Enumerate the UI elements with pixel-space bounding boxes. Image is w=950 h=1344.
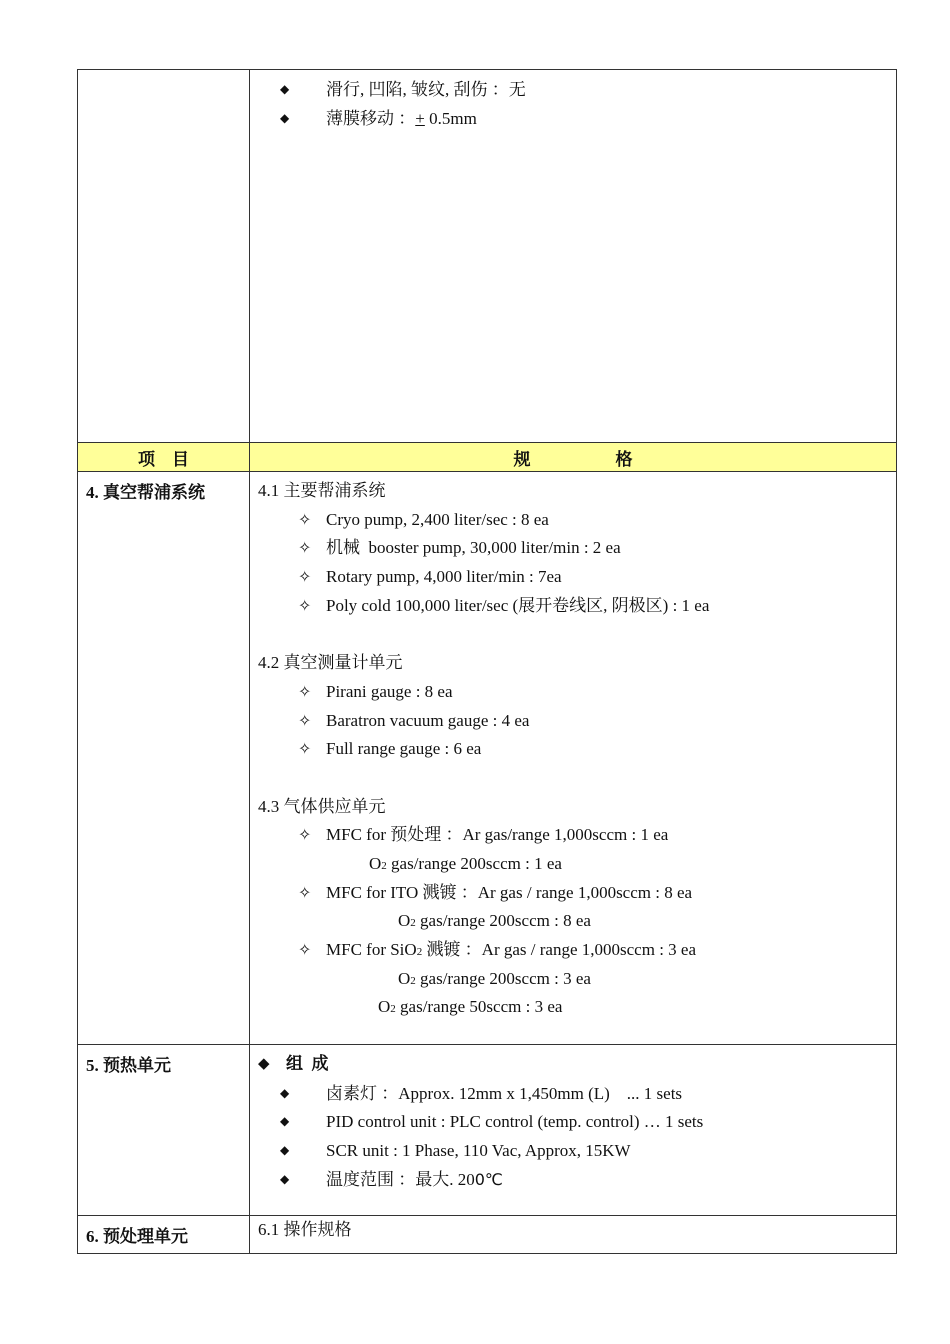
list-item: ◆ SCR unit : 1 Phase, 110 Vac, Approx, 15KW [258, 1136, 888, 1165]
list-item: ◆ 温度范围 ：最大. 200℃ [258, 1165, 888, 1194]
star-bullet-icon: ✧ [298, 511, 312, 529]
header-spec: 规 格 [250, 443, 897, 472]
star-bullet-icon: ✧ [298, 597, 312, 615]
list-item: ✧ 机械 booster pump, 30,000 liter/min : 2 ea [258, 534, 888, 563]
list-item-continuation: O2 gas/range 50sccm : 3 ea [378, 997, 563, 1017]
diamond-bullet-icon: ◆ [280, 82, 290, 96]
diamond-bullet-icon: ◆ [280, 1085, 290, 1100]
continuation-right-cell [250, 70, 897, 443]
section-5-row [78, 1045, 897, 1216]
list-item: ◆ 卤素灯 ：Approx. 12mm x 1,450mm (L) ... 1 sets [258, 1079, 888, 1108]
section-4-content [250, 472, 897, 1045]
list-item: ✧ Rotary pump, 4,000 liter/min : 7ea [258, 563, 888, 592]
list-item: ✧ MFC for 预处理 ：Ar gas/range 1,000sccm : 1 ea [258, 821, 888, 850]
section-6-content [250, 1216, 897, 1254]
section-4-title: 4. 真空帮浦系统 [78, 472, 250, 1045]
star-bullet-icon: ✧ [298, 683, 312, 701]
table-header-row [78, 443, 897, 472]
list-item: ✧ MFC for SiO2 溅镀 ：Ar gas / range 1,000sccm : 3 ea [258, 936, 888, 965]
star-bullet-icon: ✧ [298, 569, 312, 587]
subsection-heading: 6.1 操作规格 [258, 1220, 352, 1239]
section-5-title: 5. 预热单元 [78, 1045, 250, 1216]
diamond-bullet-icon: ◆ [280, 110, 290, 125]
star-bullet-icon: ✧ [298, 712, 312, 730]
star-bullet-icon: ✧ [298, 540, 312, 558]
plus-minus: + [415, 108, 425, 128]
header-item: 项 目 [78, 443, 250, 472]
subsection-heading: 4.3 气体供应单元 [258, 796, 386, 816]
list-item-continuation: O2 gas/range 200sccm : 8 ea [398, 911, 591, 931]
list-item: ✧ Poly cold 100,000 liter/sec (展开卷线区, 阴极区) : 1 ea [258, 592, 888, 621]
subsection-heading: ◆ 组 成 [258, 1050, 888, 1079]
list-item-continuation: O2 gas/range 200sccm : 3 ea [398, 968, 591, 988]
continuation-left-cell [78, 70, 250, 443]
subsection-heading: 4.2 真空测量计单元 [258, 653, 403, 673]
diamond-bullet-icon: ◆ [280, 1143, 290, 1158]
list-item: ◆ 滑行, 凹陷, 皱纹, 刮伤 ：无 [258, 75, 888, 104]
spec-document [77, 69, 896, 1254]
section-6-title: 6. 预处理单元 [78, 1216, 250, 1254]
list-item-continuation: O2 gas/range 200sccm : 1 ea [369, 853, 562, 873]
section-6-row [78, 1216, 897, 1254]
section-5-content [250, 1045, 897, 1216]
star-bullet-icon: ✧ [298, 942, 312, 959]
continuation-row [78, 70, 897, 443]
section-4-row [78, 472, 897, 1045]
list-item: ◆ 薄膜移动 ：+ 0.5mm [258, 104, 888, 133]
diamond-bullet-icon: ◆ [258, 1056, 270, 1072]
subsection-heading: 4.1 主要帮浦系统 [258, 481, 386, 500]
diamond-bullet-icon: ◆ [280, 1171, 290, 1186]
diamond-bullet-icon: ◆ [280, 1114, 290, 1129]
spec-table [77, 69, 897, 1254]
list-item: ✧ Pirani gauge : 8 ea [258, 678, 888, 707]
list-item: ✧ Cryo pump, 2,400 liter/sec : 8 ea [258, 506, 888, 535]
list-item: ✧ MFC for ITO 溅镀 ：Ar gas / range 1,000sccm : 8 ea [258, 879, 888, 908]
list-item: ✧ Baratron vacuum gauge : 4 ea [258, 707, 888, 736]
list-item: ✧ Full range gauge : 6 ea [258, 735, 888, 764]
list-item: ◆ PID control unit : PLC control (temp. control) … 1 sets [258, 1107, 888, 1136]
star-bullet-icon: ✧ [298, 884, 312, 902]
star-bullet-icon: ✧ [298, 741, 312, 759]
star-bullet-icon: ✧ [298, 827, 312, 845]
